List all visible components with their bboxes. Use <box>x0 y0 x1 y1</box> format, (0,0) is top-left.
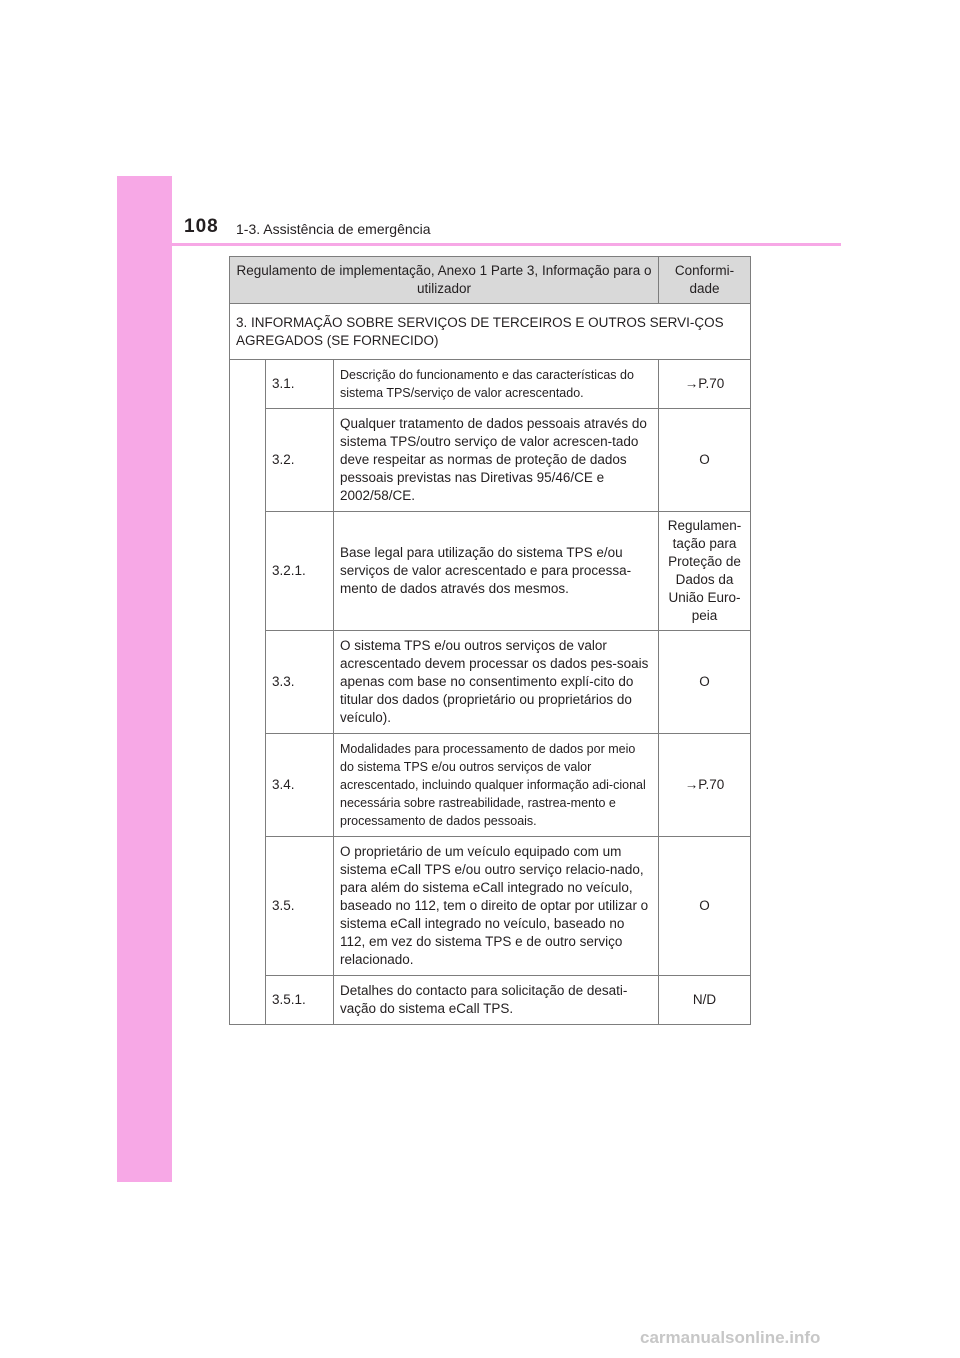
table-header-row <box>230 257 751 304</box>
item-number: 3.5. <box>266 837 334 976</box>
item-number: 3.2. <box>266 409 334 512</box>
regulation-table <box>229 256 751 1025</box>
section-title: 1-3. Assistência de emergência <box>236 221 431 237</box>
table-row <box>230 976 751 1025</box>
item-description: Base legal para utilização do sistema TPS e/ou serviços de valor acrescentado e para processa-mento de dados através dos mesmos. <box>334 512 659 631</box>
section-row <box>230 304 751 360</box>
item-conformity: O <box>659 837 751 976</box>
section-heading: 3. INFORMAÇÃO SOBRE SERVIÇOS DE TERCEIROS E OUTROS SERVI-ÇOS AGREGADOS (SE FORNECIDO) <box>230 304 751 360</box>
table-row <box>230 837 751 976</box>
item-number: 3.4. <box>266 734 334 837</box>
watermark: carmanualsonline.info <box>640 1328 821 1347</box>
item-number: 3.3. <box>266 631 334 734</box>
table-row <box>230 409 751 512</box>
item-conformity: O <box>659 409 751 512</box>
table-row <box>230 512 751 631</box>
item-conformity: Regulamen-tação para Proteção de Dados da União Euro-peia <box>659 512 751 631</box>
header-rule <box>117 243 841 246</box>
item-description: Descrição do funcionamento e das características do sistema TPS/serviço de valor acrescentado. <box>334 360 659 409</box>
item-description: Detalhes do contacto para solicitação de desati-vação do sistema eCall TPS. <box>334 976 659 1025</box>
page-number: 108 <box>184 216 219 237</box>
item-number: 3.2.1. <box>266 512 334 631</box>
item-description: O sistema TPS e/ou outros serviços de valor acrescentado devem processar os dados pes-soais apenas com base no consentimento explí-cito do titular dos dados (proprietário ou proprietários do veículo). <box>334 631 659 734</box>
item-conformity: →P.70 <box>659 734 751 837</box>
table-row <box>230 734 751 837</box>
item-description: Qualquer tratamento de dados pessoais através do sistema TPS/outro serviço de valor acrescen-tado deve respeitar as normas de proteção de dados pessoais previstas nas Diretivas 95/46/CE e 2002/58/CE. <box>334 409 659 512</box>
item-number: 3.1. <box>266 360 334 409</box>
indent-cell <box>230 360 266 1025</box>
table-row <box>230 631 751 734</box>
table-row <box>230 360 751 409</box>
header-regulation: Regulamento de implementação, Anexo 1 Parte 3, Informação para o utilizador <box>230 257 659 304</box>
item-description: O proprietário de um veículo equipado com um sistema eCall TPS e/ou outro serviço relacio-nado, para além do sistema eCall integrado no veículo, baseado no 112, tem o direito de optar por utilizar o sistema eCall integrado no veículo, baseado no 112, em vez do sistema TPS e de outro serviço relacionado. <box>334 837 659 976</box>
header-conformity: Conformi-dade <box>659 257 751 304</box>
item-number: 3.5.1. <box>266 976 334 1025</box>
item-conformity: O <box>659 631 751 734</box>
side-tab-bar <box>117 176 172 1182</box>
item-conformity: N/D <box>659 976 751 1025</box>
item-conformity: →P.70 <box>659 360 751 409</box>
item-description: Modalidades para processamento de dados por meio do sistema TPS e/ou outros serviços de valor acrescentado, incluindo qualquer informação adi-cional necessária sobre rastreabilidade, rastrea-mento e processamento de dados pessoais. <box>334 734 659 837</box>
